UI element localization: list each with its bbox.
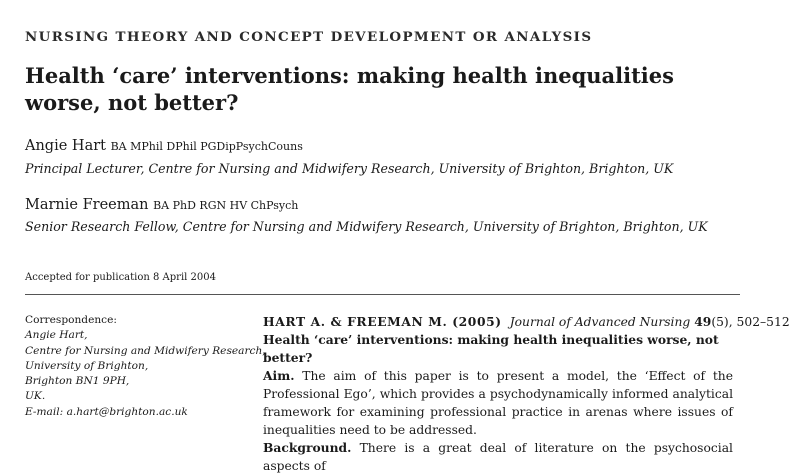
section-heading: NURSING THEORY AND CONCEPT DEVELOPMENT OR ANALYSIS — [25, 29, 593, 45]
aim-text: The aim of this paper is to present a model, the ‘Effect of the Professional Ego’, which provides a psychodynamically informed analytical framework for examining professional practice in arenas where issues of inequalities need to be addressed. — [263, 369, 733, 437]
author-2-affiliation: Senior Research Fellow, Centre for Nursing and Midwifery Research, University of Brighton, Brighton, UK — [25, 219, 708, 234]
author-1-name: Angie Hart — [25, 138, 106, 154]
author-1-degrees: BA MPhil DPhil PGDipPsychCouns — [110, 140, 303, 153]
abstract-title: Health ‘care’ interventions: making health inequalities worse, not better? — [263, 332, 719, 365]
citation-line — [263, 313, 790, 331]
abstract-background — [263, 439, 733, 475]
author-2-degrees: BA PhD RGN HV ChPsych — [153, 199, 299, 212]
correspondence-email[interactable]: E-mail: a.hart@brighton.ac.uk — [25, 405, 188, 418]
author-2 — [25, 197, 298, 213]
correspondence-block — [25, 313, 266, 420]
citation-authors: HART A. & FREEMAN M. (2005) — [263, 314, 502, 329]
author-1 — [25, 138, 303, 154]
background-heading: Background. — [263, 440, 352, 455]
article-title: Health ‘care’ interventions: making health inequalities worse, not better? — [25, 63, 674, 115]
accepted-date: Accepted for publication 8 April 2004 — [25, 272, 216, 283]
divider — [25, 294, 740, 295]
citation-journal: Journal of Advanced Nursing — [509, 315, 691, 329]
abstract-block — [263, 313, 790, 475]
aim-heading: Aim. — [263, 368, 295, 383]
citation-pages: (5), 502–512 — [711, 315, 790, 329]
correspondence-line: Centre for Nursing and Midwifery Research, — [25, 344, 266, 357]
citation-volume: 49 — [694, 314, 712, 329]
correspondence-line: Brighton BN1 9PH, — [25, 375, 130, 388]
correspondence-line: UK. — [25, 390, 46, 403]
author-1-affiliation: Principal Lecturer, Centre for Nursing and Midwifery Research, University of Brighton, Brighton, UK — [25, 161, 674, 176]
background-text: There is a great deal of literature on the psychosocial aspects of — [263, 441, 733, 473]
correspondence-label: Correspondence: — [25, 314, 117, 326]
correspondence-line: Angie Hart, — [25, 329, 88, 342]
author-2-name: Marnie Freeman — [25, 197, 149, 213]
abstract-aim — [263, 367, 733, 439]
correspondence-line: University of Brighton, — [25, 359, 149, 372]
